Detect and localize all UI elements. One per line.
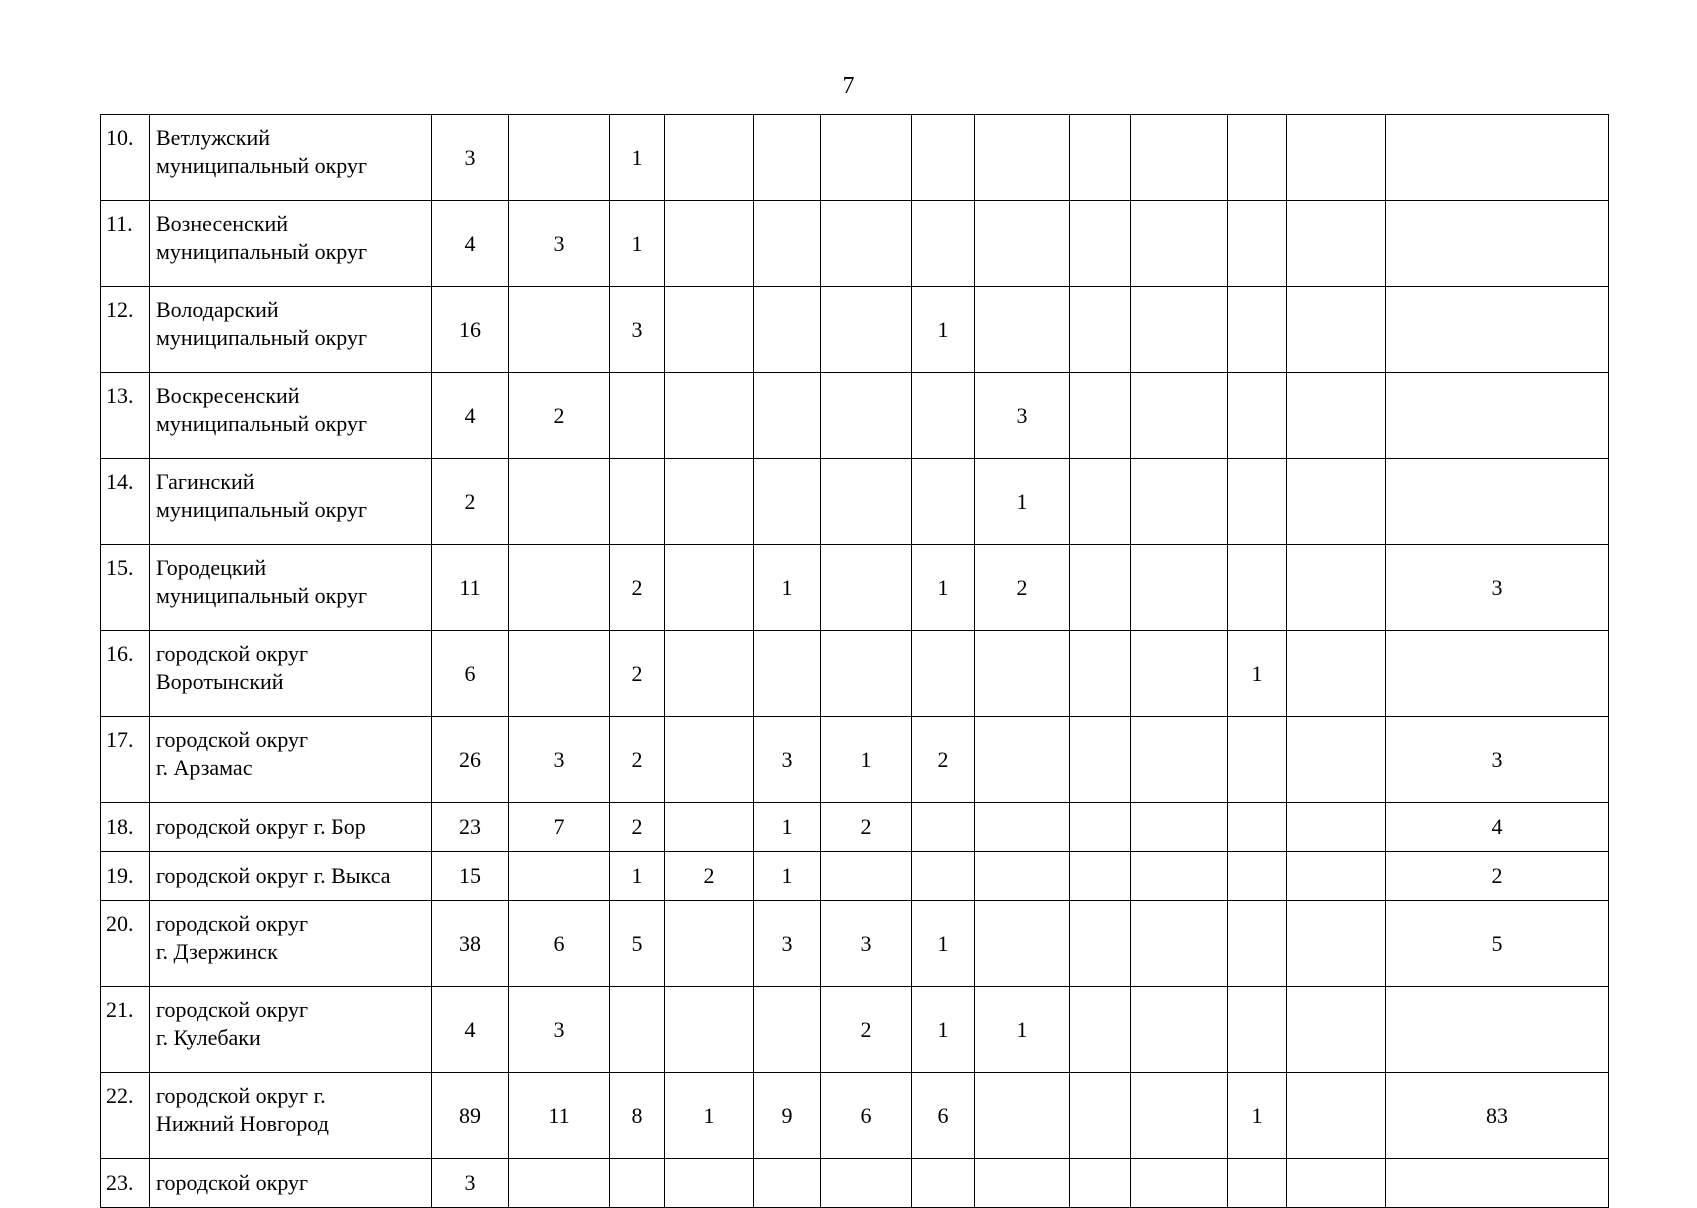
value-cell: 1 xyxy=(610,852,665,901)
value-cell: 6 xyxy=(912,1073,975,1159)
value-cell xyxy=(912,373,975,459)
value-cell: 7 xyxy=(509,803,610,852)
value-cell xyxy=(1070,1073,1131,1159)
value-cell xyxy=(1070,1159,1131,1208)
value-cell xyxy=(1131,287,1228,373)
value-cell xyxy=(1287,115,1386,201)
municipality-name-line: Городецкий xyxy=(156,555,267,580)
value-cell xyxy=(975,115,1070,201)
value-cell xyxy=(1386,201,1609,287)
value-cell xyxy=(665,373,754,459)
municipality-name-line: Воскресенский xyxy=(156,383,300,408)
table-row xyxy=(101,115,1609,201)
value-cell xyxy=(1070,115,1131,201)
value-cell xyxy=(1131,1073,1228,1159)
value-cell xyxy=(665,201,754,287)
value-cell xyxy=(1070,901,1131,987)
value-cell xyxy=(610,1159,665,1208)
value-cell xyxy=(1287,631,1386,717)
value-cell xyxy=(1070,287,1131,373)
row-number: 19. xyxy=(101,852,150,901)
row-number: 16. xyxy=(101,631,150,717)
value-cell xyxy=(1228,545,1287,631)
value-cell: 4 xyxy=(432,201,509,287)
municipality-name-line: городской округ xyxy=(156,727,309,752)
municipality-name xyxy=(150,115,432,201)
value-cell xyxy=(1228,803,1287,852)
value-cell xyxy=(975,852,1070,901)
municipality-name xyxy=(150,631,432,717)
municipality-name-line: Вознесенский xyxy=(156,211,289,236)
value-cell xyxy=(665,1159,754,1208)
table-row xyxy=(101,631,1609,717)
municipality-name xyxy=(150,459,432,545)
value-cell: 16 xyxy=(432,287,509,373)
municipality-name-line: Нижний Новгород xyxy=(156,1111,329,1136)
municipality-name xyxy=(150,201,432,287)
value-cell xyxy=(1287,717,1386,803)
value-cell xyxy=(1386,459,1609,545)
value-cell xyxy=(975,631,1070,717)
value-cell xyxy=(1070,545,1131,631)
table-row xyxy=(101,373,1609,459)
value-cell xyxy=(975,717,1070,803)
value-cell xyxy=(975,1073,1070,1159)
value-cell: 2 xyxy=(610,545,665,631)
value-cell xyxy=(509,459,610,545)
table-row xyxy=(101,803,1609,852)
value-cell xyxy=(1131,459,1228,545)
value-cell xyxy=(1228,901,1287,987)
value-cell: 1 xyxy=(912,901,975,987)
value-cell xyxy=(1070,852,1131,901)
value-cell xyxy=(821,201,912,287)
value-cell: 3 xyxy=(754,717,821,803)
municipality-name-line: г. Кулебаки xyxy=(156,1025,261,1050)
value-cell xyxy=(912,852,975,901)
value-cell: 3 xyxy=(821,901,912,987)
value-cell xyxy=(821,852,912,901)
value-cell xyxy=(509,287,610,373)
value-cell xyxy=(1131,373,1228,459)
value-cell xyxy=(754,987,821,1073)
municipality-name-line: Володарский xyxy=(156,297,279,322)
municipality-name-line: муниципальный округ xyxy=(156,153,368,178)
value-cell xyxy=(1386,631,1609,717)
value-cell xyxy=(1228,852,1287,901)
value-cell xyxy=(1228,115,1287,201)
value-cell xyxy=(1070,803,1131,852)
value-cell xyxy=(754,201,821,287)
value-cell xyxy=(1228,201,1287,287)
value-cell xyxy=(1287,545,1386,631)
value-cell: 1 xyxy=(912,987,975,1073)
value-cell xyxy=(1131,901,1228,987)
value-cell xyxy=(1131,803,1228,852)
value-cell xyxy=(1070,459,1131,545)
value-cell xyxy=(610,987,665,1073)
value-cell xyxy=(1386,373,1609,459)
value-cell xyxy=(1228,717,1287,803)
table-row xyxy=(101,1073,1609,1159)
table-row xyxy=(101,287,1609,373)
table-row xyxy=(101,459,1609,545)
municipality-name xyxy=(150,373,432,459)
row-number: 13. xyxy=(101,373,150,459)
row-number: 14. xyxy=(101,459,150,545)
value-cell: 3 xyxy=(432,1159,509,1208)
value-cell xyxy=(975,803,1070,852)
value-cell xyxy=(1070,717,1131,803)
value-cell: 5 xyxy=(610,901,665,987)
value-cell xyxy=(665,987,754,1073)
value-cell: 1 xyxy=(610,201,665,287)
value-cell xyxy=(1287,987,1386,1073)
value-cell: 2 xyxy=(610,631,665,717)
value-cell: 2 xyxy=(432,459,509,545)
value-cell: 8 xyxy=(610,1073,665,1159)
value-cell: 9 xyxy=(754,1073,821,1159)
value-cell xyxy=(821,373,912,459)
value-cell xyxy=(665,803,754,852)
value-cell xyxy=(665,287,754,373)
value-cell: 2 xyxy=(509,373,610,459)
value-cell: 89 xyxy=(432,1073,509,1159)
value-cell: 23 xyxy=(432,803,509,852)
value-cell xyxy=(1131,1159,1228,1208)
value-cell: 4 xyxy=(432,987,509,1073)
value-cell xyxy=(1287,201,1386,287)
value-cell: 1 xyxy=(610,115,665,201)
statistics-table xyxy=(100,114,1609,1208)
row-number: 12. xyxy=(101,287,150,373)
value-cell xyxy=(912,115,975,201)
value-cell xyxy=(1131,201,1228,287)
municipality-name-line: г. Дзержинск xyxy=(156,939,278,964)
value-cell xyxy=(1131,852,1228,901)
value-cell xyxy=(509,631,610,717)
value-cell xyxy=(665,115,754,201)
value-cell: 1 xyxy=(754,803,821,852)
value-cell xyxy=(509,852,610,901)
value-cell xyxy=(1070,631,1131,717)
value-cell xyxy=(821,115,912,201)
value-cell: 2 xyxy=(821,987,912,1073)
value-cell: 1 xyxy=(754,852,821,901)
value-cell xyxy=(754,631,821,717)
value-cell xyxy=(610,373,665,459)
value-cell xyxy=(1386,987,1609,1073)
value-cell xyxy=(821,545,912,631)
value-cell: 2 xyxy=(610,717,665,803)
value-cell xyxy=(1070,373,1131,459)
value-cell: 2 xyxy=(1386,852,1609,901)
value-cell xyxy=(1131,115,1228,201)
municipality-name-line: Воротынский xyxy=(156,669,284,694)
value-cell: 4 xyxy=(432,373,509,459)
municipality-name-line: городской округ xyxy=(156,1170,309,1195)
value-cell xyxy=(912,201,975,287)
municipality-name xyxy=(150,901,432,987)
table-row xyxy=(101,201,1609,287)
value-cell xyxy=(821,287,912,373)
value-cell xyxy=(1287,901,1386,987)
municipality-name-line: городской округ г. xyxy=(156,1083,326,1108)
value-cell: 1 xyxy=(912,545,975,631)
value-cell xyxy=(509,545,610,631)
value-cell xyxy=(610,459,665,545)
row-number: 20. xyxy=(101,901,150,987)
value-cell: 1 xyxy=(754,545,821,631)
value-cell: 3 xyxy=(509,201,610,287)
value-cell: 1 xyxy=(975,987,1070,1073)
value-cell: 1 xyxy=(665,1073,754,1159)
value-cell xyxy=(665,631,754,717)
value-cell xyxy=(754,115,821,201)
value-cell: 3 xyxy=(509,987,610,1073)
value-cell: 1 xyxy=(912,287,975,373)
value-cell xyxy=(1386,1159,1609,1208)
value-cell xyxy=(912,631,975,717)
value-cell: 38 xyxy=(432,901,509,987)
municipality-name-line: г. Арзамас xyxy=(156,755,253,780)
value-cell: 1 xyxy=(821,717,912,803)
value-cell xyxy=(1131,631,1228,717)
value-cell xyxy=(665,545,754,631)
table-row xyxy=(101,987,1609,1073)
value-cell xyxy=(1131,545,1228,631)
municipality-name-line: городской округ xyxy=(156,997,309,1022)
value-cell xyxy=(912,803,975,852)
row-number: 18. xyxy=(101,803,150,852)
municipality-name xyxy=(150,545,432,631)
value-cell xyxy=(1386,287,1609,373)
row-number: 23. xyxy=(101,1159,150,1208)
municipality-name-line: городской округ г. Бор xyxy=(156,814,366,839)
value-cell xyxy=(1070,201,1131,287)
municipality-name-line: муниципальный округ xyxy=(156,583,368,608)
value-cell: 26 xyxy=(432,717,509,803)
municipality-name-line: городской округ г. Выкса xyxy=(156,863,391,888)
value-cell xyxy=(1287,803,1386,852)
value-cell xyxy=(975,1159,1070,1208)
value-cell: 11 xyxy=(509,1073,610,1159)
value-cell: 6 xyxy=(821,1073,912,1159)
table-row xyxy=(101,852,1609,901)
value-cell: 15 xyxy=(432,852,509,901)
value-cell: 3 xyxy=(509,717,610,803)
municipality-name-line: Гагинский xyxy=(156,469,255,494)
value-cell: 6 xyxy=(509,901,610,987)
value-cell xyxy=(1287,287,1386,373)
value-cell: 3 xyxy=(1386,717,1609,803)
municipality-name xyxy=(150,803,432,852)
value-cell xyxy=(754,287,821,373)
value-cell xyxy=(1228,459,1287,545)
value-cell xyxy=(509,115,610,201)
value-cell xyxy=(1228,373,1287,459)
value-cell: 2 xyxy=(610,803,665,852)
value-cell: 1 xyxy=(1228,631,1287,717)
value-cell xyxy=(975,201,1070,287)
municipality-name-line: муниципальный округ xyxy=(156,325,368,350)
value-cell xyxy=(754,373,821,459)
row-number: 22. xyxy=(101,1073,150,1159)
value-cell xyxy=(1228,287,1287,373)
value-cell xyxy=(1228,987,1287,1073)
value-cell xyxy=(1131,717,1228,803)
municipality-name-line: муниципальный округ xyxy=(156,239,368,264)
value-cell xyxy=(1287,852,1386,901)
value-cell: 4 xyxy=(1386,803,1609,852)
table-row xyxy=(101,717,1609,803)
municipality-name-line: Ветлужский xyxy=(156,125,270,150)
value-cell: 11 xyxy=(432,545,509,631)
value-cell xyxy=(821,1159,912,1208)
value-cell xyxy=(975,287,1070,373)
value-cell: 83 xyxy=(1386,1073,1609,1159)
municipality-name xyxy=(150,1159,432,1208)
value-cell xyxy=(912,459,975,545)
table-body xyxy=(101,115,1609,1208)
value-cell xyxy=(1386,115,1609,201)
municipality-name xyxy=(150,717,432,803)
page-number: 7 xyxy=(842,73,855,99)
value-cell: 3 xyxy=(754,901,821,987)
value-cell xyxy=(1287,1159,1386,1208)
value-cell xyxy=(509,1159,610,1208)
row-number: 21. xyxy=(101,987,150,1073)
row-number: 11. xyxy=(101,201,150,287)
value-cell xyxy=(1131,987,1228,1073)
value-cell: 2 xyxy=(912,717,975,803)
value-cell xyxy=(754,459,821,545)
municipality-name xyxy=(150,987,432,1073)
value-cell: 5 xyxy=(1386,901,1609,987)
value-cell: 3 xyxy=(610,287,665,373)
row-number: 15. xyxy=(101,545,150,631)
table-row xyxy=(101,1159,1609,1208)
row-number: 17. xyxy=(101,717,150,803)
value-cell xyxy=(665,901,754,987)
value-cell xyxy=(1287,1073,1386,1159)
municipality-name xyxy=(150,1073,432,1159)
value-cell xyxy=(1287,459,1386,545)
value-cell xyxy=(821,459,912,545)
row-number: 10. xyxy=(101,115,150,201)
municipality-name-line: городской округ xyxy=(156,911,309,936)
table-row xyxy=(101,545,1609,631)
value-cell: 2 xyxy=(665,852,754,901)
value-cell: 3 xyxy=(975,373,1070,459)
value-cell xyxy=(912,1159,975,1208)
value-cell xyxy=(754,1159,821,1208)
value-cell xyxy=(1287,373,1386,459)
value-cell xyxy=(665,717,754,803)
value-cell: 6 xyxy=(432,631,509,717)
municipality-name-line: муниципальный округ xyxy=(156,497,368,522)
value-cell: 1 xyxy=(975,459,1070,545)
value-cell xyxy=(821,631,912,717)
value-cell: 3 xyxy=(1386,545,1609,631)
municipality-name xyxy=(150,852,432,901)
value-cell: 2 xyxy=(975,545,1070,631)
municipality-name-line: муниципальный округ xyxy=(156,411,368,436)
table-row xyxy=(101,901,1609,987)
value-cell xyxy=(1228,1159,1287,1208)
value-cell: 1 xyxy=(1228,1073,1287,1159)
value-cell: 3 xyxy=(432,115,509,201)
municipality-name-line: городской округ xyxy=(156,641,309,666)
value-cell xyxy=(665,459,754,545)
municipality-name xyxy=(150,287,432,373)
value-cell xyxy=(1070,987,1131,1073)
value-cell: 2 xyxy=(821,803,912,852)
value-cell xyxy=(975,901,1070,987)
